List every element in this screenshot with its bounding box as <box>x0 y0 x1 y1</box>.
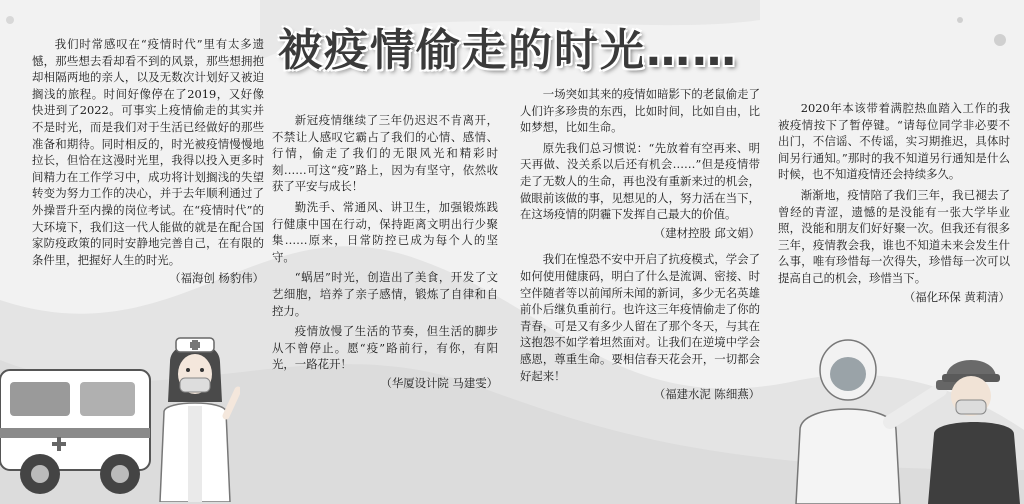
author-signature: （福建水泥 陈细燕） <box>653 387 760 402</box>
article-paragraph: “蜗居”时光，创造出了美食，开发了文艺细胞，培养了亲子感情，锻炼了自律和自控力。 <box>272 270 498 318</box>
article-paragraph: 渐渐地，疫情陪了我们三年，我已褪去了曾经的青涩，遗憾的是没能有一张大学毕业照，没能和朋友们好好聚一次。但我还有很多三年，疫情教会我，谁也不知道未来会发生什么事，唯有珍惜每一次得失，珍惜每一次可以提高自己的机会，珍惜当下。 <box>778 187 1010 285</box>
author-signature: （福海创 杨豹伟） <box>169 271 264 286</box>
article-column-3 <box>520 86 760 403</box>
article-paragraph: 疫情放慢了生活的节奏，但生活的脚步从不曾停止。愿“疫”路前行，有你，有阳光，一路花开！ <box>272 324 498 372</box>
article-paragraph: 新冠疫情继续了三年仍迟迟不肯离开，不禁让人感叹它霸占了我们的心情、感情、行情，偷走了我们的无限风光和精彩时刻……可这“疫”路上，因为有坚守，依然收获了平安与成长！ <box>272 113 498 194</box>
article-paragraph: 我们在惶恐不安中开启了抗疫模式，学会了如何使用健康码，明白了什么是流调、密接、时空伴随者等以前闻所未闻的新词，多少无名英雄前仆后继负重前行。也许这三年疫情偷走了你的青春，可是又有多少人留在了那个冬天，与其在这抱怨不如学着坦然面对。让我们在逆境中学会感恩，尊重生命。要相信春天花会开，一切都会好起来！ <box>520 252 760 383</box>
article-paragraph: 勤洗手、常通风、讲卫生，加强锻炼践行健康中国在行动，保持距离文明出行少聚集……原来，日常防控已成为每个人的坚守。 <box>272 199 498 264</box>
author-signature: （建材控股 邱文娟） <box>653 225 760 240</box>
article-column-2 <box>272 112 498 392</box>
medical-workers-illustration <box>790 330 1024 504</box>
author-signature: （福化环保 黄莉清） <box>903 289 1010 304</box>
article-paragraph: 我们时常感叹在“疫情时代”里有太多遗憾，那些想去看却看不到的风景，那些想拥抱却相隔两地的亲人，以及无数次计划好又被迫搁浅的旅程。时间好像停在了2019，又好像快进到了2022。可事实上疫情偷走的其实并不是时光，而是我们对于生活已经做好的那些准备和期待。同时相反的，时光被疫情慢慢地拉长，但恰在这漫时光里，我得以投入更多时间精力在工作学习中，成功将计划搁浅的失望转变为努力工作的决心，并于去年顺利通过了外操晋升至内操的岗位考试。在“疫情时代”的大环境下，我们这一代人能做的就是在配合国家防疫政策的同时安静地完善自己，在有限的条件里，把握好人生的时光。 <box>32 37 264 267</box>
article-paragraph: 原先我们总习惯说：“先放着有空再来、明天再做、没关系以后还有机会……”但是疫情带走了无数人的生命，再也没有重新来过的机会，做眼前该做的事，见想见的人，努力活在当下，在这场疫情的阴霾下发挥自己最大的价值。 <box>520 140 760 222</box>
author-signature: （华厦设计院 马建雯） <box>380 375 498 390</box>
article-paragraph: 一场突如其来的疫情如暗影下的老鼠偷走了人们许多珍贵的东西，比如时间，比如自由，比如梦想，比如生命。 <box>520 87 760 135</box>
ambulance-illustration <box>0 350 170 500</box>
nurse-illustration <box>150 332 240 502</box>
article-paragraph: 2020年本该带着满腔热血踏入工作的我被疫情按下了暂停键。“请每位同学非必要不出门，不信谣、不传谣，实习期推迟，具体时间另行通知。”那时的我不知道另行通知是什么时候，也不知道疫情还会持续多久。 <box>778 101 1010 182</box>
page-title: 被疫情偷走的时光…… <box>278 25 738 76</box>
article-column-4 <box>778 100 1010 305</box>
article-column-1 <box>32 36 264 287</box>
